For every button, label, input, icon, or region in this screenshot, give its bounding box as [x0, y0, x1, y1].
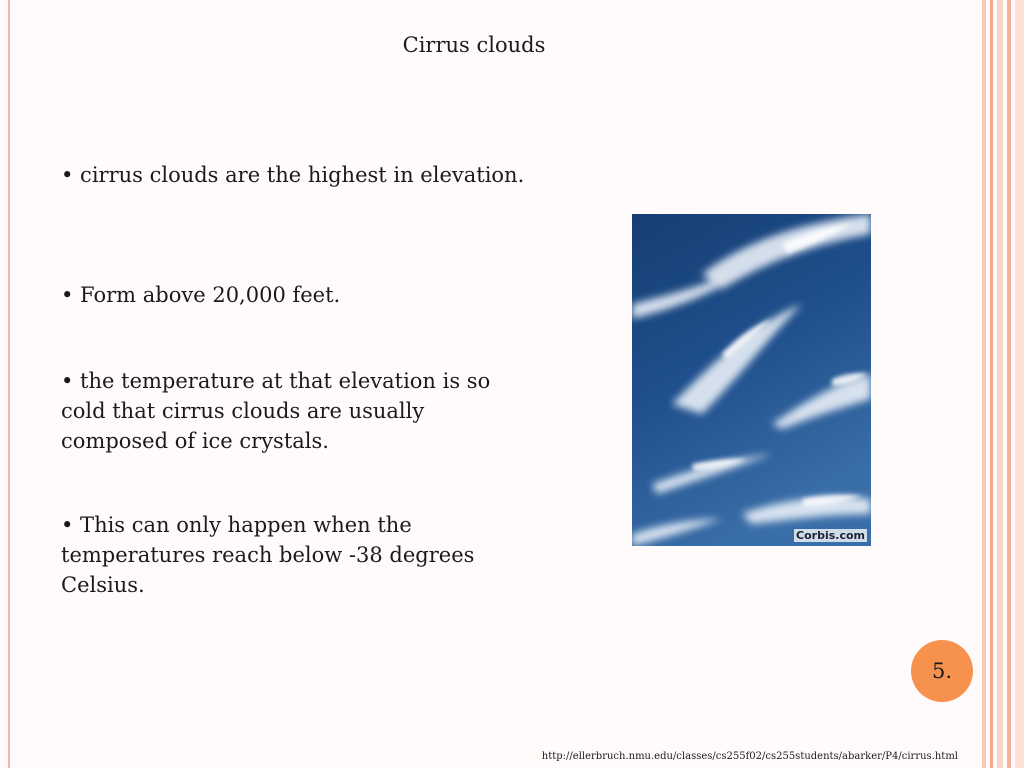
bullet-item: • This can only happen when the temperatures reach below -38 degrees Celsius.	[61, 513, 475, 597]
page-number-badge: 5.	[911, 640, 973, 702]
right-border-stripe	[997, 0, 1003, 768]
slide-title: Cirrus clouds	[402, 33, 546, 57]
source-url[interactable]: http://ellerbruch.nmu.edu/classes/cs255f02/cs255students/abarker/P4/cirrus.html	[541, 751, 958, 762]
bullet-item: • Form above 20,000 feet.	[61, 283, 341, 307]
right-border-stripe	[990, 0, 993, 768]
right-border-stripe	[1015, 0, 1024, 768]
right-border-stripe	[982, 0, 986, 768]
cirrus-clouds-photo	[632, 214, 871, 546]
cirrus-clouds-image	[632, 214, 871, 546]
photo-watermark: Corbis.com	[796, 529, 865, 542]
left-border-line	[8, 0, 10, 768]
bullet-item: • cirrus clouds are the highest in elevation.	[61, 163, 525, 187]
bullet-item: • the temperature at that elevation is so cold that cirrus clouds are usually composed of ice crystals.	[61, 369, 491, 453]
right-border-stripe	[1007, 0, 1011, 768]
